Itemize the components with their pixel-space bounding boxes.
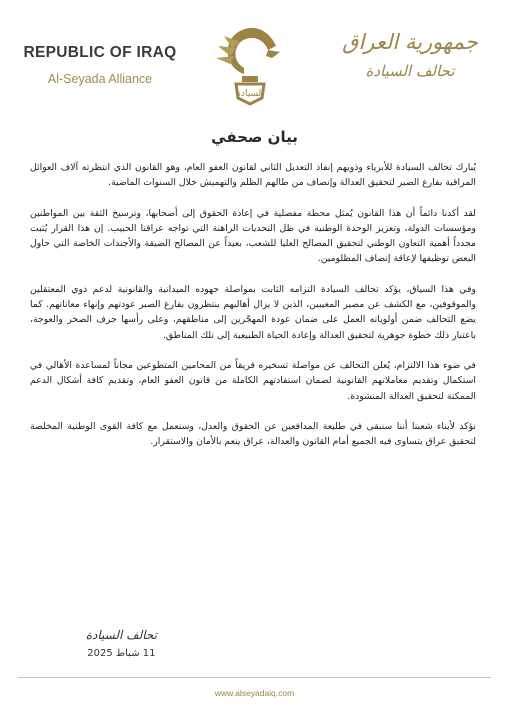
footer-divider xyxy=(18,677,491,678)
statement-body xyxy=(30,160,476,464)
paragraph: في ضوء هذا الالتزام، يُعلن التحالف عن مواصلة تسخيره فريقاً من المحامين المتطوعين مجاناً لمساعدة الأهالي في استكمال وتقديم معاملاتهم القانونية لضمان استفادتهم الكاملة من قانون العفو العام، وتقديم كافة أشكال الدعم الممكنة لتحقيق العدالة المنشودة. xyxy=(30,359,476,402)
english-brand xyxy=(20,44,180,86)
arabic-subtitle: تحالف السيادة xyxy=(365,62,455,80)
arabic-brand xyxy=(330,30,490,80)
paragraph: نؤكد لأبناء شعبنا أننا سنبقى في طليعة المدافعين عن الحقوق والعدل، وسنعمل مع كافة القوى الوطنية المخلصة لتحقيق عراق يتساوى فيه الجميع أمام القانون والعدالة، عراق ينعم بالأمان والاستقرار. xyxy=(30,420,476,448)
english-subtitle: Al-Seyada Alliance xyxy=(47,72,153,86)
signature-block xyxy=(86,628,157,659)
paragraph: وفي هذا السياق، يؤكد تحالف السيادة التزامه الثابت بمواصلة جهوده الميدانية والقانونية لدعم ذوي المعتقلين والموقوفين، مع الكشف عن مصير المغيبين، الذين لا يزال أهاليهم ينتظرون بفارغ الصبر عودتهم وإنهاء معاناتهم. كما يضع التحالف ضمن أولوياته العمل على ضمان عودة المهجّرين إلى مناطقهم، وعلى رأسها جرف الصخر والعوجة، باعتبار ذلك خطوة جوهرية لتحقيق العدالة وإعادة الحياة الطبيعية إلى تلك المناطق. xyxy=(30,283,476,341)
english-title: REPUBLIC OF IRAQ xyxy=(23,44,177,61)
arabic-title: جمهورية العراق xyxy=(342,30,478,54)
paragraph: لقد أكدنا دائماً أن هذا القانون يُمثل محطة مفصلية في إعادة الحقوق إلى أصحابها، وترسيخ الثقة بين المواطنين ومؤسسات الدولة، وتعزيز الوحدة الوطنية في ظل التحديات الراهنة التي تواجه عراقنا الحبيب. إن هذا القرار يُثبت مجدداً أهمية التعاون الوطني لتحقيق المصالح العليا للشعب، بعيداً عن المصالح الضيقة والأجندات الخاصة التي حاول البعض توظيفها لإعاقة إنصاف المظلومين. xyxy=(30,207,476,265)
logo-lettering: السيادة xyxy=(236,89,264,99)
footer-url: www.alseyadaiq.com xyxy=(214,688,295,698)
eagle-logo-icon xyxy=(214,22,286,110)
document-title: بيان صحفي xyxy=(211,128,298,146)
letterhead xyxy=(0,0,509,120)
signature-name: تحالف السيادة xyxy=(85,628,157,642)
paragraph: يُبارك تحالف السيادة للأبرياء وذويهم إنفاذ التعديل الثاني لقانون العفو العام، وهو القانون الذي انتظرته آلاف العوائل المراقية بفارغ الصبر لتحقيق العدالة وإنصاف من طالهم الظلم والتهميش خلال السنوات الماضية. xyxy=(30,162,476,189)
signature-date: 11 شباط 2025 xyxy=(87,648,156,659)
eagle-logo xyxy=(214,22,286,110)
